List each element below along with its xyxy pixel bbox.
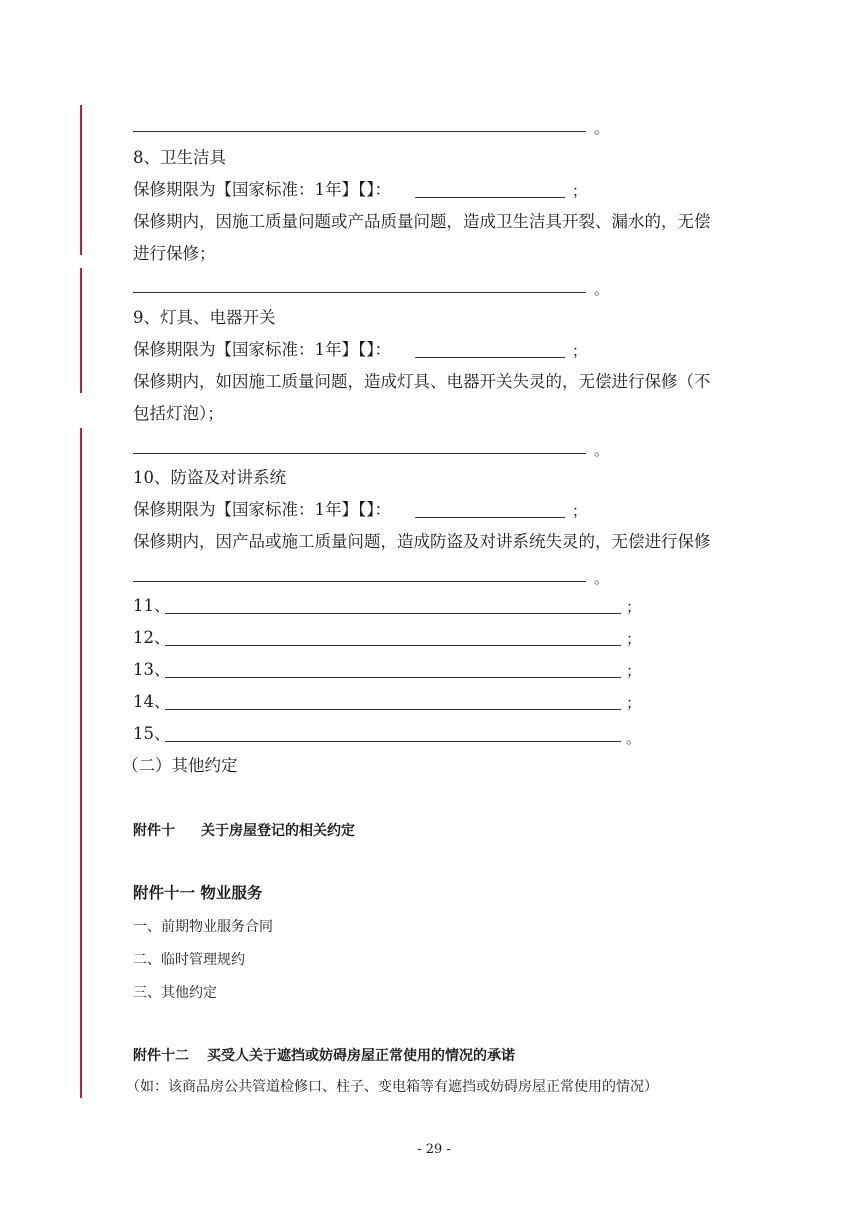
section-9-desc-2: 包括灯泡）；	[133, 404, 224, 423]
item-11-number: 11、	[133, 596, 171, 615]
item-12-number: 12、	[133, 628, 171, 647]
item-11-end: ；	[626, 598, 642, 616]
period-mark: 。	[594, 280, 610, 298]
section-10-title: 10、防盗及对讲系统	[133, 468, 286, 487]
annex-11-item-3: 三、其他约定	[133, 985, 217, 1001]
annex-12-label: 附件十二	[133, 1048, 189, 1064]
semicolon-mark: ；	[572, 342, 588, 360]
revision-mark	[80, 428, 82, 1098]
annex-10-title: 关于房屋登记的相关约定	[201, 823, 355, 839]
blank-line	[165, 677, 621, 678]
annex-11-item-1: 一、前期物业服务合同	[133, 919, 273, 935]
semicolon-mark: ；	[572, 502, 588, 520]
annex-12-title: 买受人关于遮挡或妨碍房屋正常使用的情况的承诺	[207, 1048, 515, 1064]
annex-11-item-2: 二、临时管理规约	[133, 952, 245, 968]
item-15-end: 。	[626, 729, 642, 747]
annex-11-title: 附件十一 物业服务	[133, 884, 263, 902]
blank-line	[133, 581, 586, 582]
blank-line	[165, 741, 621, 742]
annex-10-label: 附件十	[133, 823, 175, 839]
section-10-desc-1: 保修期内，因产品或施工质量问题，造成防盗及对讲系统失灵的，无偿进行保修	[133, 532, 711, 551]
section-10-period: 保修期限为【国家标准：1年】【】：	[133, 500, 391, 519]
period-mark: 。	[594, 119, 610, 137]
item-13-number: 13、	[133, 660, 171, 679]
semicolon-mark: ；	[572, 182, 588, 200]
item-15-number: 15、	[133, 724, 171, 743]
section-8-period: 保修期限为【国家标准：1年】【】：	[133, 180, 391, 199]
item-12-end: ；	[626, 630, 642, 648]
section-9-period: 保修期限为【国家标准：1年】【】：	[133, 340, 391, 359]
section-8-title: 8、卫生洁具	[133, 148, 226, 167]
other-agreement: （二）其他约定	[122, 756, 238, 775]
item-13-end: ；	[626, 662, 642, 680]
blank-line	[415, 517, 565, 518]
period-mark: 。	[594, 569, 610, 587]
page-number: - 29 -	[417, 1142, 451, 1157]
blank-line	[415, 197, 565, 198]
annex-12-note: （如：该商品房公共管道检修口、柱子、变电箱等有遮挡或妨碍房屋正常使用的情况）	[126, 1079, 658, 1095]
section-9-title: 9、灯具、电器开关	[133, 308, 276, 327]
section-8-desc-1: 保修期内，因施工质量问题或产品质量问题，造成卫生洁具开裂、漏水的，无偿	[133, 212, 711, 231]
blank-line	[165, 613, 621, 614]
blank-line	[165, 645, 621, 646]
revision-mark	[80, 268, 82, 393]
blank-line	[133, 292, 586, 293]
section-8-desc-2: 进行保修；	[133, 244, 216, 263]
blank-line	[133, 453, 586, 454]
revision-mark	[80, 105, 82, 255]
item-14-number: 14、	[133, 692, 171, 711]
period-mark: 。	[594, 441, 610, 459]
blank-line	[133, 131, 586, 132]
section-9-desc-1: 保修期内，如因施工质量问题，造成灯具、电器开关失灵的，无偿进行保修（不	[133, 372, 711, 391]
blank-line	[165, 709, 621, 710]
item-14-end: ；	[626, 694, 642, 712]
blank-line	[415, 357, 565, 358]
